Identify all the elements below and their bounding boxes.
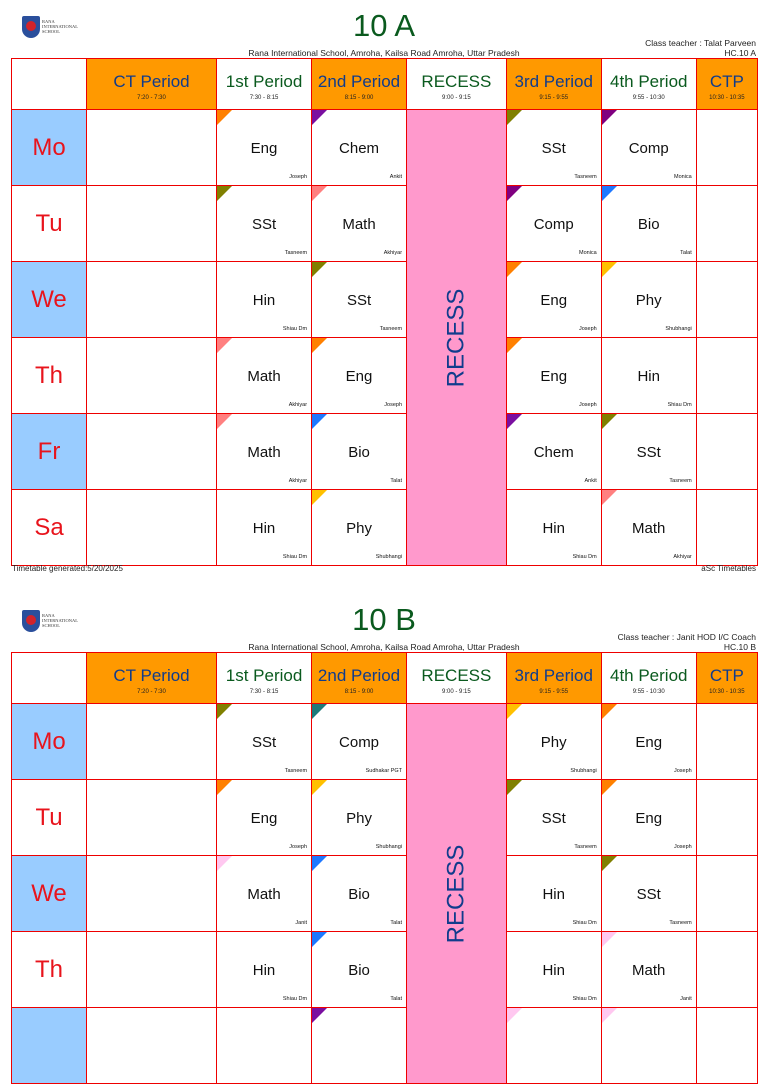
- lesson-cell[interactable]: [312, 704, 407, 780]
- day-row: [12, 780, 758, 856]
- ct-period-cell: [87, 780, 217, 856]
- period-header: [601, 653, 696, 704]
- class-title: 10 A: [352, 8, 416, 43]
- subject-color-marker: [602, 186, 617, 201]
- period-header: [217, 59, 312, 110]
- period-name: 3rd Period: [514, 665, 593, 685]
- subject-name: Chem: [533, 444, 574, 461]
- subject-name: SSt: [346, 292, 372, 309]
- subject-name: Bio: [348, 962, 370, 979]
- subject-color-marker: [507, 414, 522, 429]
- timetable-grid: [11, 652, 758, 1084]
- ctp-cell: [696, 186, 757, 262]
- ct-period-cell: [87, 932, 217, 1008]
- teacher-name: Joseph: [673, 768, 692, 774]
- lesson-cell[interactable]: [217, 186, 312, 262]
- subject-color-marker: [312, 704, 327, 719]
- subject-name: Eng: [250, 810, 278, 827]
- period-time: 7:20 - 7:30: [137, 688, 166, 695]
- subject-color-marker: [507, 262, 522, 277]
- lesson-cell[interactable]: [601, 262, 696, 338]
- footer-generated: Timetable generated:5/20/2025: [12, 564, 123, 573]
- lesson-cell[interactable]: [601, 110, 696, 186]
- lesson-cell[interactable]: [506, 490, 601, 566]
- lesson-cell[interactable]: [312, 780, 407, 856]
- timetable-sheet: [0, 594, 768, 1024]
- period-time: 10:30 - 10:35: [709, 688, 745, 695]
- period-name: 1st Period: [225, 71, 303, 91]
- corner-cell: [12, 653, 87, 704]
- teacher-name: Shubhangi: [375, 844, 403, 850]
- period-time: 9:15 - 9:55: [539, 94, 569, 101]
- lesson-cell[interactable]: [217, 704, 312, 780]
- subject-color-marker: [602, 780, 617, 795]
- subject-name: Phy: [346, 810, 372, 827]
- recess-label: RECESS: [442, 288, 470, 387]
- period-time: 9:00 - 9:15: [442, 94, 471, 101]
- period-time: 9:15 - 9:55: [539, 688, 569, 695]
- teacher-name: Tasneem: [669, 478, 692, 484]
- period-header: [87, 59, 217, 110]
- ctp-cell: [696, 338, 757, 414]
- subject-name: Eng: [345, 368, 373, 385]
- subject-color-marker: [217, 780, 232, 795]
- ctp-cell: [696, 262, 757, 338]
- teacher-name: Shiau Dm: [572, 996, 597, 1002]
- recess-column: [407, 704, 507, 1084]
- subject-name: SSt: [541, 810, 566, 827]
- day-label: Fr: [12, 414, 87, 490]
- period-time: 7:30 - 8:15: [249, 688, 279, 695]
- ct-period-cell: [87, 414, 217, 490]
- subject-name: Comp: [533, 216, 574, 233]
- subject-color-marker: [217, 704, 232, 719]
- period-name: 2nd Period: [317, 665, 401, 685]
- subject-name: Eng: [540, 368, 568, 385]
- subject-color-marker: [602, 110, 617, 125]
- period-name: CTP: [709, 665, 744, 685]
- lesson-cell[interactable]: [601, 1008, 696, 1084]
- period-name: 2nd Period: [317, 71, 401, 91]
- teacher-name: Talat: [390, 996, 403, 1002]
- teacher-name: Joseph: [578, 402, 597, 408]
- lesson-cell[interactable]: [217, 1008, 312, 1084]
- lesson-cell[interactable]: [217, 262, 312, 338]
- subject-color-marker: [602, 262, 617, 277]
- teacher-name: Shiau Dm: [282, 996, 308, 1002]
- subject-name: Hin: [252, 962, 276, 979]
- day-label: Th: [12, 338, 87, 414]
- ctp-cell: [696, 414, 757, 490]
- period-header: [696, 59, 757, 110]
- day-row: [12, 338, 758, 414]
- lesson-cell[interactable]: [217, 932, 312, 1008]
- period-name: RECESS: [421, 665, 492, 685]
- class-code: HC.10 B: [723, 642, 756, 652]
- teacher-name: Sudhakar PGT: [365, 768, 403, 774]
- teacher-name: Monica: [579, 250, 597, 256]
- class-code: HC.10 A: [724, 48, 756, 58]
- day-row: [12, 1008, 758, 1084]
- subject-color-marker: [312, 262, 327, 277]
- day-label: Sa: [12, 490, 87, 566]
- subject-color-marker: [217, 110, 232, 125]
- subject-color-marker: [312, 414, 327, 429]
- subject-name: Eng: [635, 734, 663, 751]
- teacher-name: Janit: [295, 920, 308, 926]
- lesson-cell[interactable]: [217, 780, 312, 856]
- subject-color-marker: [602, 704, 617, 719]
- period-header: [407, 59, 507, 110]
- subject-color-marker: [507, 338, 522, 353]
- timetable-grid: [11, 58, 758, 566]
- subject-name: Bio: [348, 886, 370, 903]
- period-header: [217, 653, 312, 704]
- class-title: 10 B: [352, 602, 416, 637]
- period-header: [87, 653, 217, 704]
- period-time: 8:15 - 9:00: [344, 94, 374, 101]
- teacher-name: Shiau Dm: [572, 920, 597, 926]
- day-row: [12, 490, 758, 566]
- lesson-cell[interactable]: [506, 932, 601, 1008]
- day-label: Tu: [12, 186, 87, 262]
- subject-name: Math: [247, 444, 281, 461]
- teacher-name: Tasneem: [379, 326, 403, 332]
- teacher-name: Tasneem: [574, 174, 597, 180]
- lesson-cell[interactable]: [601, 704, 696, 780]
- teacher-name: Shiau Dm: [282, 554, 308, 560]
- day-row: [12, 262, 758, 338]
- subject-color-marker: [312, 338, 327, 353]
- subject-name: Math: [632, 520, 666, 537]
- teacher-name: Tasneem: [669, 920, 692, 926]
- subject-color-marker: [217, 414, 232, 429]
- lesson-cell[interactable]: [217, 490, 312, 566]
- period-header: [312, 653, 407, 704]
- period-header-row: [12, 653, 758, 704]
- teacher-name: Talat: [390, 478, 403, 484]
- logo-text: RANA INTERNATIONAL SCHOOL: [42, 613, 78, 628]
- period-header-row: [12, 59, 758, 110]
- teacher-name: Joseph: [673, 844, 692, 850]
- subject-color-marker: [602, 932, 617, 947]
- day-label: We: [12, 262, 87, 338]
- day-row: [12, 414, 758, 490]
- lesson-cell[interactable]: [312, 490, 407, 566]
- ct-period-cell: [87, 110, 217, 186]
- ctp-cell: [696, 110, 757, 186]
- lesson-cell[interactable]: [601, 932, 696, 1008]
- teacher-name: Joseph: [289, 174, 308, 180]
- period-name: 3rd Period: [514, 71, 593, 91]
- teacher-name: Akhiyar: [383, 250, 403, 256]
- day-row: [12, 704, 758, 780]
- lesson-cell[interactable]: [312, 338, 407, 414]
- period-header: [601, 59, 696, 110]
- lesson-cell[interactable]: [506, 186, 601, 262]
- teacher-name: Tasneem: [284, 768, 308, 774]
- teacher-name: Akhiyar: [673, 554, 692, 560]
- subject-name: Chem: [339, 140, 380, 157]
- day-label: [12, 1008, 87, 1084]
- period-name: CT Period: [113, 665, 190, 685]
- subject-color-marker: [507, 110, 522, 125]
- subject-name: Eng: [635, 810, 663, 827]
- subject-color-marker: [217, 338, 232, 353]
- teacher-name: Akhiyar: [288, 478, 308, 484]
- period-name: RECESS: [421, 71, 492, 91]
- subject-color-marker: [312, 932, 327, 947]
- teacher-name: Akhiyar: [288, 402, 308, 408]
- corner-cell: [12, 59, 87, 110]
- subject-color-marker: [507, 780, 522, 795]
- footer-brand: aSc Timetables: [701, 564, 756, 573]
- period-time: 7:30 - 8:15: [249, 94, 279, 101]
- lesson-cell[interactable]: [601, 414, 696, 490]
- subject-name: Hin: [542, 886, 565, 903]
- subject-name: SSt: [636, 444, 661, 461]
- subject-name: Hin: [542, 520, 565, 537]
- period-header: [407, 653, 507, 704]
- subject-color-marker: [602, 490, 617, 505]
- ctp-cell: [696, 704, 757, 780]
- day-label: Mo: [12, 110, 87, 186]
- ctp-cell: [696, 1008, 757, 1084]
- period-time: 10:30 - 10:35: [709, 94, 745, 101]
- subject-color-marker: [507, 704, 522, 719]
- class-teacher: Class teacher : Janit HOD I/C Coach: [617, 632, 756, 642]
- teacher-name: Ankit: [389, 174, 403, 180]
- lesson-cell[interactable]: [601, 338, 696, 414]
- lesson-cell[interactable]: [217, 414, 312, 490]
- lesson-cell[interactable]: [217, 338, 312, 414]
- subject-name: Hin: [542, 962, 565, 979]
- lesson-cell[interactable]: [506, 414, 601, 490]
- subject-color-marker: [217, 186, 232, 201]
- subject-color-marker: [507, 1008, 522, 1023]
- subject-color-marker: [602, 1008, 617, 1023]
- teacher-name: Tasneem: [574, 844, 597, 850]
- teacher-name: Joseph: [384, 402, 403, 408]
- teacher-name: Monica: [674, 174, 692, 180]
- teacher-name: Talat: [680, 250, 692, 256]
- lesson-cell[interactable]: [217, 110, 312, 186]
- lesson-cell[interactable]: [506, 1008, 601, 1084]
- teacher-name: Shubhangi: [570, 768, 597, 774]
- ctp-cell: [696, 780, 757, 856]
- subject-name: Math: [247, 886, 281, 903]
- teacher-name: Shubhangi: [665, 326, 692, 332]
- subject-color-marker: [312, 186, 327, 201]
- day-label: Mo: [12, 704, 87, 780]
- ct-period-cell: [87, 186, 217, 262]
- ct-period-cell: [87, 1008, 217, 1084]
- lesson-cell[interactable]: [601, 780, 696, 856]
- subject-color-marker: [602, 856, 617, 871]
- day-label: We: [12, 856, 87, 932]
- lesson-cell[interactable]: [506, 780, 601, 856]
- teacher-name: Ankit: [584, 478, 597, 484]
- day-label: Tu: [12, 780, 87, 856]
- lesson-cell[interactable]: [312, 856, 407, 932]
- period-time: 9:55 - 10:30: [632, 688, 665, 695]
- teacher-name: Shiau Dm: [572, 554, 597, 560]
- subject-color-marker: [312, 856, 327, 871]
- lesson-cell[interactable]: [506, 262, 601, 338]
- logo-text: RANA INTERNATIONAL SCHOOL: [42, 19, 78, 34]
- lesson-cell[interactable]: [312, 110, 407, 186]
- period-time: 7:20 - 7:30: [137, 94, 166, 101]
- period-time: 8:15 - 9:00: [344, 688, 374, 695]
- period-header: [312, 59, 407, 110]
- subject-name: Math: [632, 962, 666, 979]
- day-row: [12, 932, 758, 1008]
- ct-period-cell: [87, 262, 217, 338]
- day-row: [12, 186, 758, 262]
- subject-name: Eng: [540, 292, 568, 309]
- lesson-cell[interactable]: [601, 490, 696, 566]
- subject-name: Math: [342, 216, 376, 233]
- period-time: 9:00 - 9:15: [442, 688, 471, 695]
- period-name: 1st Period: [225, 665, 303, 685]
- period-header: [696, 653, 757, 704]
- subject-name: Phy: [540, 734, 567, 751]
- ctp-cell: [696, 856, 757, 932]
- period-time: 9:55 - 10:30: [632, 94, 665, 101]
- subject-name: Bio: [348, 444, 370, 461]
- recess-label: RECESS: [442, 844, 470, 943]
- subject-name: SSt: [636, 886, 661, 903]
- subject-name: Phy: [635, 292, 662, 309]
- ctp-cell: [696, 490, 757, 566]
- subject-name: Hin: [252, 520, 276, 537]
- period-name: 4th Period: [609, 665, 688, 685]
- ct-period-cell: [87, 704, 217, 780]
- lesson-cell[interactable]: [217, 856, 312, 932]
- subject-color-marker: [312, 490, 327, 505]
- lesson-cell[interactable]: [312, 1008, 407, 1084]
- teacher-name: Shiau Dm: [667, 402, 692, 408]
- school-name: Rana International School, Amroha, Kailsa Road Amroha, Uttar Pradesh: [248, 642, 520, 652]
- lesson-cell[interactable]: [312, 262, 407, 338]
- teacher-name: Janit: [680, 996, 692, 1002]
- subject-name: SSt: [251, 216, 277, 233]
- recess-column: [407, 110, 507, 566]
- lesson-cell[interactable]: [601, 856, 696, 932]
- lesson-cell[interactable]: [312, 932, 407, 1008]
- teacher-name: Joseph: [578, 326, 597, 332]
- day-row: [12, 110, 758, 186]
- subject-color-marker: [312, 1008, 327, 1023]
- subject-name: Hin: [637, 368, 660, 385]
- period-header: [506, 653, 601, 704]
- teacher-name: Shiau Dm: [282, 326, 308, 332]
- subject-name: SSt: [251, 734, 277, 751]
- class-teacher-block: [645, 38, 756, 58]
- subject-color-marker: [312, 780, 327, 795]
- lesson-cell[interactable]: [506, 856, 601, 932]
- day-label: Th: [12, 932, 87, 1008]
- subject-name: Math: [247, 368, 281, 385]
- teacher-name: Joseph: [289, 844, 308, 850]
- lesson-cell[interactable]: [506, 110, 601, 186]
- day-row: [12, 856, 758, 932]
- subject-name: Hin: [252, 292, 276, 309]
- ct-period-cell: [87, 490, 217, 566]
- school-name: Rana International School, Amroha, Kailsa Road Amroha, Uttar Pradesh: [248, 48, 520, 58]
- subject-color-marker: [507, 186, 522, 201]
- lesson-cell[interactable]: [601, 186, 696, 262]
- subject-color-marker: [217, 856, 232, 871]
- subject-name: Comp: [339, 734, 380, 751]
- teacher-name: Shubhangi: [375, 554, 403, 560]
- period-name: CT Period: [113, 71, 190, 91]
- subject-name: Comp: [628, 140, 669, 157]
- subject-name: Phy: [346, 520, 372, 537]
- class-teacher: Class teacher : Talat Parveen: [645, 38, 756, 48]
- lesson-cell[interactable]: [506, 704, 601, 780]
- lesson-cell[interactable]: [312, 414, 407, 490]
- lesson-cell[interactable]: [312, 186, 407, 262]
- ct-period-cell: [87, 856, 217, 932]
- subject-name: SSt: [541, 140, 566, 157]
- subject-name: Bio: [637, 216, 660, 233]
- subject-name: Eng: [250, 140, 278, 157]
- ct-period-cell: [87, 338, 217, 414]
- subject-color-marker: [602, 414, 617, 429]
- period-name: 4th Period: [609, 71, 688, 91]
- teacher-name: Tasneem: [284, 250, 308, 256]
- ctp-cell: [696, 932, 757, 1008]
- lesson-cell[interactable]: [506, 338, 601, 414]
- subject-color-marker: [312, 110, 327, 125]
- period-header: [506, 59, 601, 110]
- period-name: CTP: [709, 71, 744, 91]
- teacher-name: Talat: [390, 920, 403, 926]
- class-teacher-block: [618, 632, 756, 652]
